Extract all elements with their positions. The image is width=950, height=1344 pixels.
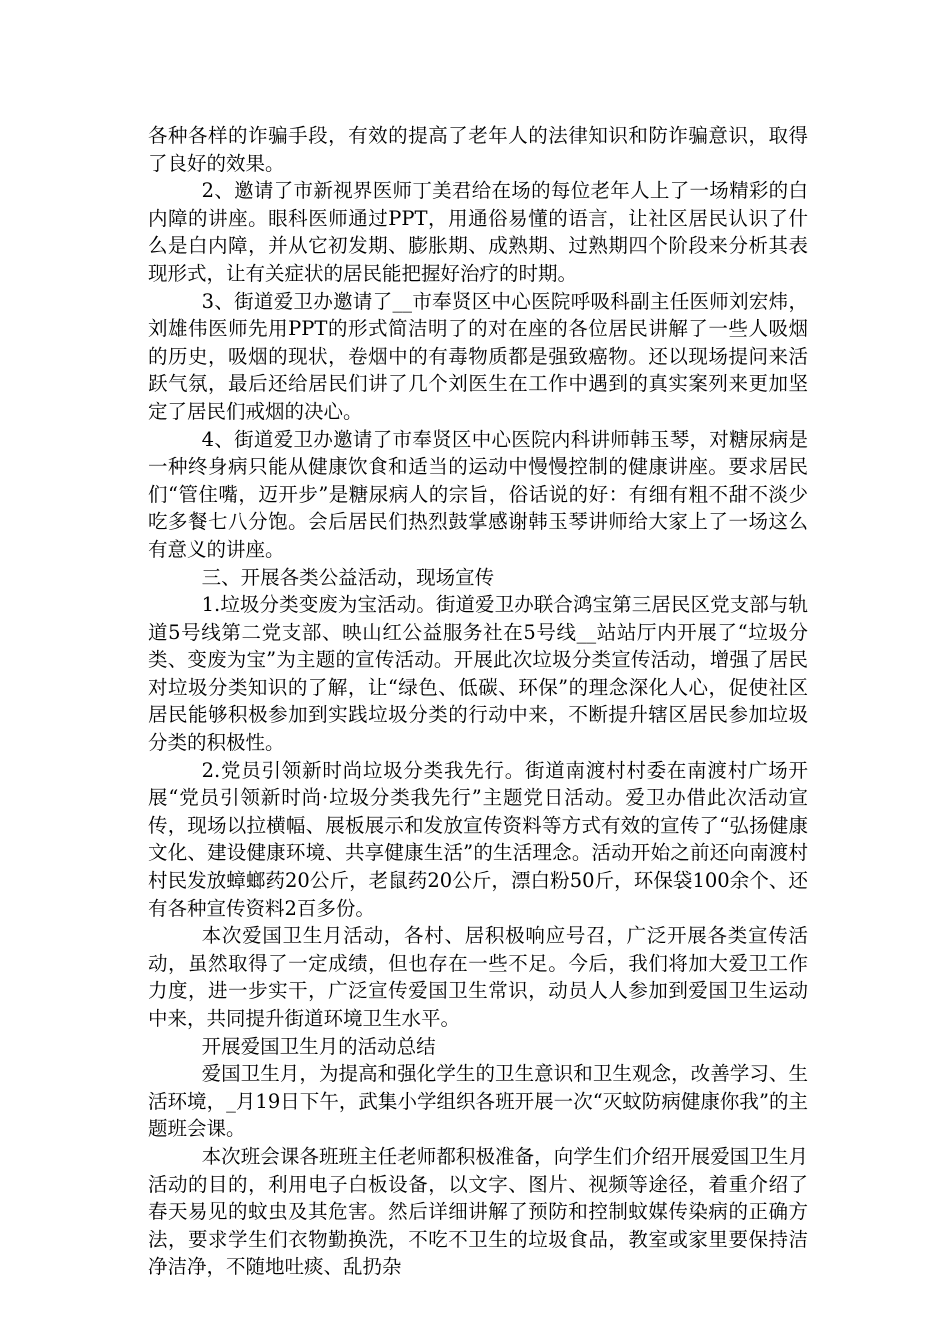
paragraph-diabetes-lecture: 4、街道爱卫办邀请了市奉贤区中心医院内科讲师韩玉琴，对糖尿病是一种终身病只能从健康饮食和适当的运动中慢慢控制的健康讲座。要求居民们“管住嘴，迈开步”是糖尿病人的宗旨，俗话说的好：有细有粗不甜不淡少吃多餐七八分饱。会后居民们热烈鼓掌感谢韩玉琴讲师给大家上了一场这么有意义的讲座。 bbox=[148, 427, 808, 561]
paragraph-party-member-activity: 2.党员引领新时尚垃圾分类我先行。街道南渡村村委在南渡村广场开展“党员引领新时尚·垃圾分类我先行”主题党日活动。爱卫办借此次活动宣传，现场以拉横幅、展板展示和发放宣传资料等方式有效的宣传了“弘扬健康文化、建设健康环境、共享健康生活”的生活理念。活动开始之前还向南渡村村民发放蟑螂药20公斤，老鼠药20公斤，漂白粉50斤，环保袋100余个、还有各种宣传资料2百多份。 bbox=[148, 758, 808, 920]
section-heading-public-activities: 三、开展各类公益活动，现场宣传 bbox=[201, 565, 495, 589]
paragraph-cataract-lecture: 2、邀请了市新视界医师丁美君给在场的每位老年人上了一场精彩的白内障的讲座。眼科医师通过PPT，用通俗易懂的语言，让社区居民认识了什么是白内障，并从它初发期、膨胀期、成熟期、过熟期四个阶段来分析其表现形式，让有关症状的居民能把握好治疗的时期。 bbox=[148, 179, 808, 285]
paragraph-smoking-lecture: 3、街道爱卫办邀请了__市奉贤区中心医院呼吸科副主任医师刘宏炜，刘雄伟医师先用PPT的形式简洁明了的对在座的各位居民讲解了一些人吸烟的历史，吸烟的现状，卷烟中的有毒物质都是强致癌物。还以现场提问来活跃气氛，最后还给居民们讲了几个刘医生在工作中遇到的真实案列来更加坚定了居民们戒烟的决心。 bbox=[148, 289, 808, 423]
paragraph-class-meeting-intro: 爱国卫生月，为提高和强化学生的卫生意识和卫生观念，改善学习、生活环境，_月19日下午，武集小学组织各班开展一次“灭蚊防病健康你我”的主题班会课。 bbox=[148, 1062, 808, 1141]
paragraph-fraud-prevention-end: 各种各样的诈骗手段，有效的提高了老年人的法律知识和防诈骗意识，取得了良好的效果。 bbox=[148, 124, 808, 175]
article-title-health-month-summary: 开展爱国卫生月的活动总结 bbox=[201, 1034, 436, 1058]
paragraph-summary: 本次爱国卫生月活动，各村、居积极响应号召，广泛开展各类宣传活动，虽然取得了一定成绩，但也存在一些不足。今后，我们将加大爱卫工作力度，进一步实干，广泛宣传爱国卫生常识，动员人人参加到爱国卫生运动中来，共同提升街道环境卫生水平。 bbox=[148, 924, 808, 1030]
paragraph-class-meeting-details: 本次班会课各班班主任老师都积极准备，向学生们介绍开展爱国卫生月活动的目的，利用电子白板设备，以文字、图片、视频等途径，着重介绍了春天易见的蚊虫及其危害。然后详细讲解了预防和控制蚊媒传染病的正确方法，要求学生们衣物勤换洗，不吃不卫生的垃圾食品，教室或家里要保持洁净洁净，不随地吐痰、乱扔杂 bbox=[148, 1144, 808, 1279]
document-body bbox=[148, 122, 808, 1281]
paragraph-garbage-sorting-activity: 1.垃圾分类变废为宝活动。街道爱卫办联合鸿宝第三居民区党支部与轨道5号线第二党支部、映山红公益服务社在5号线__站站厅内开展了“垃圾分类、变废为宝”为主题的宣传活动。开展此次垃圾分类宣传活动，增强了居民对垃圾分类知识的了解，让“绿色、低碳、环保”的理念深化人心，促使社区居民能够积极参加到实践垃圾分类的行动中来，不断提升辖区居民参加垃圾分类的积极性。 bbox=[148, 593, 808, 755]
